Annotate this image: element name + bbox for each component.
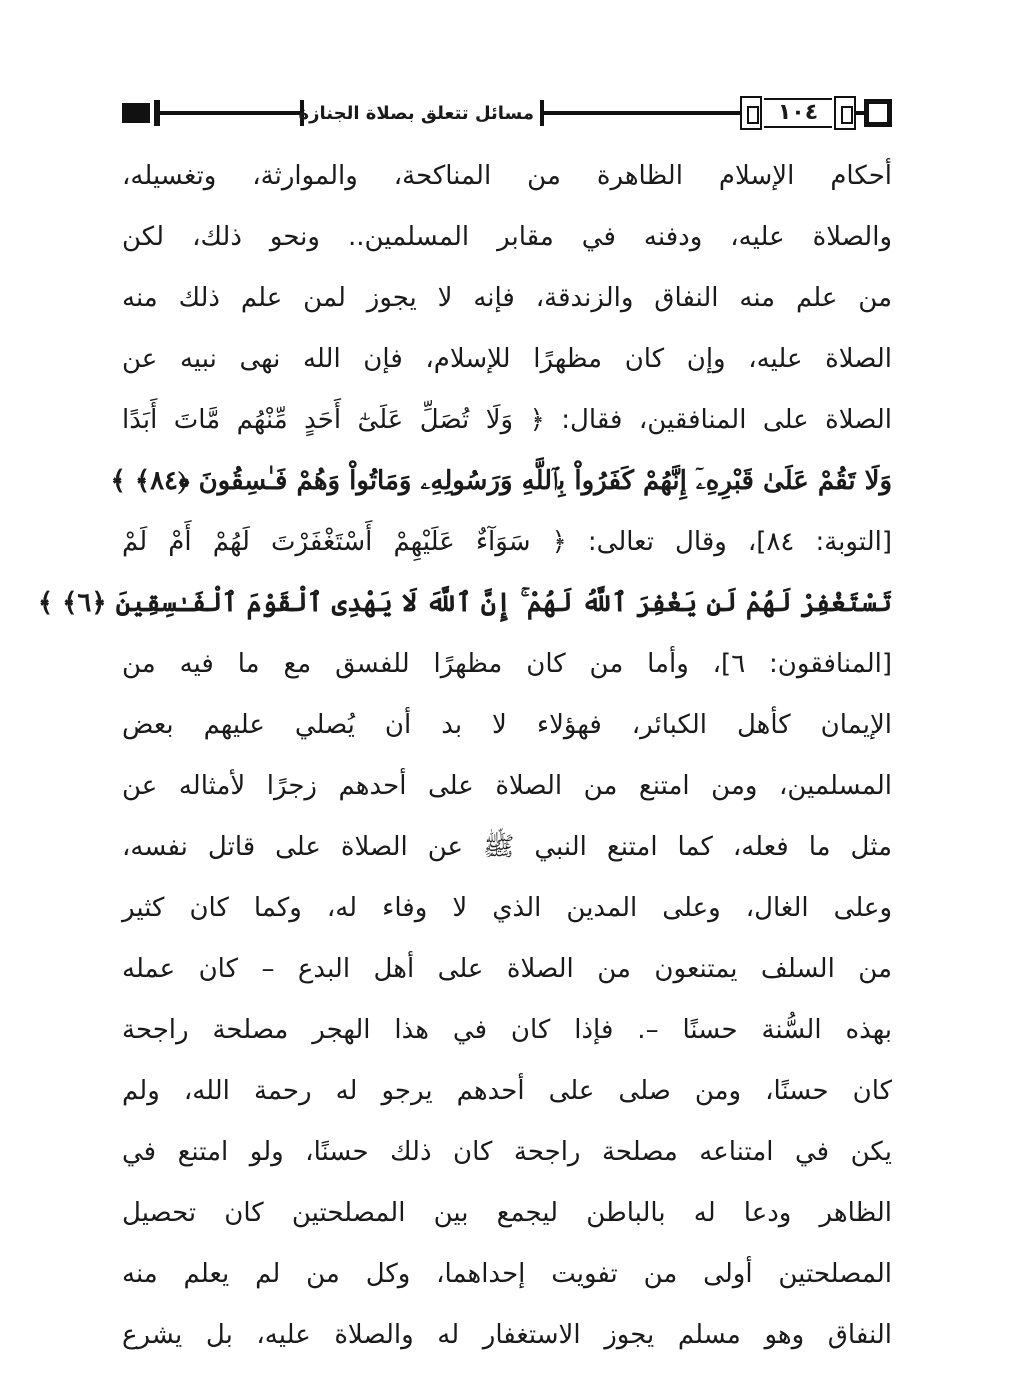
- text-line: الظاهر ودعا له بالباطن ليجمع بين المصلحتين كان تحصيل: [122, 1198, 892, 1228]
- page-header: [122, 96, 892, 132]
- text-line: الإيمان كأهل الكبائر، فهؤلاء لا بد أن يُصلي عليهم بعض: [122, 710, 892, 740]
- page-number-frame: [740, 96, 856, 130]
- text-line: من السلف يمتنعون من الصلاة على أهل البدع – كان عمله: [122, 954, 892, 984]
- text-line: وعلى الغال، وعلى المدين الذي لا وفاء له، وكما كان كثير: [122, 893, 892, 923]
- quran-verse-line: تَسْتَغْفِرْ لَهُمْ لَن يَغْفِرَ ٱللَّهُ لَهُمْ ۚ إِنَّ ٱللَّهَ لَا يَهْدِى ٱلْقَوْمَ ٱلْفَـٰسِقِينَ ﴿٦﴾ ﴾: [37, 588, 892, 618]
- text-line: كان حسنًا، ومن صلى على أحدهم يرجو له رحمة الله، ولم: [122, 1076, 892, 1106]
- text-line: بهذه السُّنة حسنًا –. فإذا كان في هذا الهجر مصلحة راجحة: [122, 1015, 892, 1045]
- header-right-rule: [544, 111, 740, 115]
- text-line: المصلحتين أولى من تفويت إحداهما، وكل من لم يعلم منه: [122, 1259, 892, 1289]
- frame-ornament-left: [740, 96, 762, 130]
- frame-ornament-right: [834, 96, 856, 130]
- text-line: المسلمين، ومن امتنع من الصلاة على أحدهم زجرًا لأمثاله عن: [122, 771, 892, 801]
- text-line: [التوبة: ٨٤]، وقال تعالى: ﴿ سَوَآءٌ عَلَيْهِمْ أَسْتَغْفَرْتَ لَهُمْ أَمْ لَمْ: [122, 527, 892, 557]
- header-end-rule: [856, 111, 864, 115]
- text-line: الصلاة على المنافقين، فقال: ﴿ وَلَا تُصَلِّ عَلَىٰٓ أَحَدٍ مِّنْهُم مَّاتَ أَبَدًا: [122, 405, 892, 435]
- page-body: [37, 146, 892, 1366]
- header-left-rule: [160, 111, 300, 115]
- text-line: الصلاة عليه، وإن كان مظهرًا للإسلام، فإن الله نهى نبيه عن: [122, 344, 892, 374]
- text-line: النفاق وهو مسلم يجوز الاستغفار له والصلاة عليه، بل يشرع: [122, 1320, 892, 1350]
- text-line: أحكام الإسلام الظاهرة من المناكحة، والموارثة، وتغسيله،: [122, 161, 892, 191]
- text-line: [المنافقون: ٦]، وأما من كان مظهرًا للفسق مع ما فيه من: [122, 649, 892, 679]
- page-number: ١٠٤: [764, 98, 832, 128]
- text-line: من علم منه النفاق والزندقة، فإنه لا يجوز لمن علم ذلك منه: [122, 283, 892, 313]
- text-line: والصلاة عليه، ودفنه في مقابر المسلمين.. ونحو ذلك، لكن: [122, 222, 892, 252]
- header-left-bar: [122, 103, 150, 123]
- text-line: يكن في امتناعه مصلحة راجحة كان ذلك حسنًا، ولو امتنع في: [122, 1137, 892, 1167]
- running-title: مسائل تتعلق بصلاة الجنازة: [298, 103, 534, 124]
- header-end-square: [864, 99, 892, 127]
- quran-verse-line: وَلَا تَقُمْ عَلَىٰ قَبْرِهِۦٓ إِنَّهُمْ كَفَرُواْ بِٱللَّهِ وَرَسُولِهِۦ وَمَاتُواْ وَهُمْ فَـٰسِقُونَ ﴿٨٤﴾ ﴾: [110, 466, 892, 496]
- text-line: مثل ما فعله، كما امتنع النبي ﷺ عن الصلاة على قاتل نفسه،: [122, 832, 892, 862]
